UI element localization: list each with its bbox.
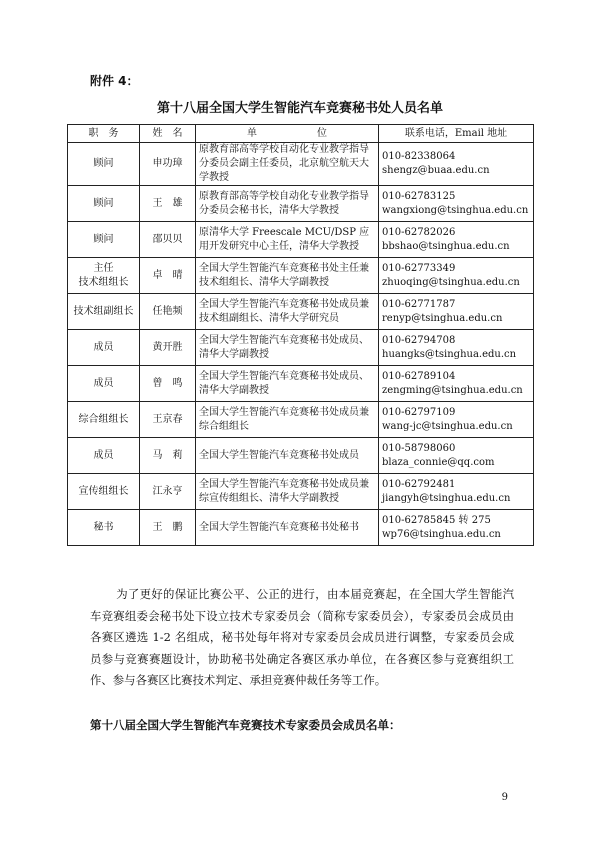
attachment-label: 附件 4： bbox=[90, 74, 139, 88]
name-cell: 王 雄 bbox=[140, 186, 196, 222]
name-cell: 黄开胜 bbox=[140, 330, 196, 366]
column-header-role: 职 务 bbox=[68, 125, 140, 143]
role-cell: 成员 bbox=[68, 330, 140, 366]
role-cell: 综合组组长 bbox=[68, 402, 140, 438]
role-cell: 宣传组组长 bbox=[68, 474, 140, 510]
table-row bbox=[68, 510, 534, 546]
phone-text: 010-62797109 bbox=[382, 406, 456, 418]
email-link[interactable]: huangks@tsinghua.edu.cn bbox=[382, 348, 517, 360]
unit-cell: 全国大学生智能汽车竞赛秘书处成员兼技术组副组长、清华大学研究员 bbox=[196, 294, 379, 330]
table-header-row bbox=[68, 125, 534, 143]
email-link[interactable]: zhuoqing@tsinghua.edu.cn bbox=[382, 276, 520, 288]
contact-cell bbox=[379, 330, 534, 366]
phone-text: 010-62783125 bbox=[382, 190, 456, 202]
email-link[interactable]: wang-jc@tsinghua.edu.cn bbox=[382, 420, 513, 432]
name-cell: 马 莉 bbox=[140, 438, 196, 474]
role-cell: 技术组副组长 bbox=[68, 294, 140, 330]
unit-cell: 全国大学生智能汽车竞赛秘书处成员兼综合组组长 bbox=[196, 402, 379, 438]
role-cell: 顾问 bbox=[68, 186, 140, 222]
phone-text: 010-62794708 bbox=[382, 334, 456, 346]
contact-cell bbox=[379, 143, 534, 186]
contact-cell bbox=[379, 510, 534, 546]
email-link[interactable]: bbshao@tsinghua.edu.cn bbox=[382, 240, 510, 252]
page-number: 9 bbox=[501, 792, 508, 803]
phone-text: 010-62792481 bbox=[382, 478, 456, 490]
name-cell: 任艳频 bbox=[140, 294, 196, 330]
contact-cell bbox=[379, 438, 534, 474]
table-row bbox=[68, 366, 534, 402]
unit-cell: 全国大学生智能汽车竞赛秘书处成员 bbox=[196, 438, 379, 474]
table-row bbox=[68, 402, 534, 438]
contact-cell bbox=[379, 402, 534, 438]
phone-text: 010-62782026 bbox=[382, 226, 456, 238]
name-cell: 申功璋 bbox=[140, 143, 196, 186]
unit-cell: 全国大学生智能汽车竞赛秘书处秘书 bbox=[196, 510, 379, 546]
table-row bbox=[68, 438, 534, 474]
unit-cell: 全国大学生智能汽车竞赛秘书处主任兼技术组组长、清华大学副教授 bbox=[196, 258, 379, 294]
table-row bbox=[68, 258, 534, 294]
secretariat-table bbox=[67, 124, 534, 546]
table-row bbox=[68, 294, 534, 330]
unit-cell: 原清华大学 Freescale MCU/DSP 应用开发研究中心主任，清华大学教授 bbox=[196, 222, 379, 258]
unit-cell: 全国大学生智能汽车竞赛秘书处成员、清华大学副教授 bbox=[196, 330, 379, 366]
role-cell: 成员 bbox=[68, 438, 140, 474]
page-title: 第十八届全国大学生智能汽车竞赛秘书处人员名单 bbox=[156, 101, 443, 116]
phone-text: 010-62771787 bbox=[382, 298, 456, 310]
name-cell: 邵贝贝 bbox=[140, 222, 196, 258]
unit-cell: 原教育部高等学校自动化专业教学指导分委员会秘书长，清华大学教授 bbox=[196, 186, 379, 222]
contact-cell bbox=[379, 222, 534, 258]
committee-paragraph: 为了更好的保证比赛公平、公正的进行，由本届竞赛起，在全国大学生智能汽车竞赛组委会秘书处下设立技术专家委员会（简称专家委员会），专家委员会成员由各赛区遴选 1-2 名组成，秘书处每年将对专家委员会成员进行调整，专家委员会成员参与竞赛赛题设计，协助秘书处确定各赛区承办单位，在各赛区参与竞赛组织工作、参与各赛区比赛技术判定、承担竞赛仲裁任务等工作。 bbox=[90, 587, 514, 687]
table-row bbox=[68, 330, 534, 366]
name-cell: 王京春 bbox=[140, 402, 196, 438]
unit-cell: 全国大学生智能汽车竞赛秘书处成员兼综宣传组组长、清华大学副教授 bbox=[196, 474, 379, 510]
role-cell: 主任 技术组组长 bbox=[68, 258, 140, 294]
phone-text: 010-62785845 转 275 bbox=[382, 514, 491, 526]
email-link[interactable]: zengming@tsinghua.edu.cn bbox=[382, 384, 523, 396]
phone-text: 010-82338064 bbox=[382, 151, 456, 162]
name-cell: 曾 鸣 bbox=[140, 366, 196, 402]
email-link[interactable]: wangxiong@tsinghua.edu.cn bbox=[382, 204, 529, 216]
email-link[interactable]: jiangyh@tsinghua.edu.cn bbox=[382, 492, 511, 504]
name-cell: 江永亨 bbox=[140, 474, 196, 510]
unit-cell: 全国大学生智能汽车竞赛秘书处成员、清华大学副教授 bbox=[196, 366, 379, 402]
table-row bbox=[68, 474, 534, 510]
phone-text: 010-62789104 bbox=[382, 370, 456, 382]
table-row bbox=[68, 143, 534, 186]
contact-cell bbox=[379, 366, 534, 402]
phone-text: 010-58798060 bbox=[382, 442, 456, 454]
contact-cell bbox=[379, 186, 534, 222]
email-link[interactable]: renyp@tsinghua.edu.cn bbox=[382, 312, 503, 324]
phone-text: 010-62773349 bbox=[382, 262, 456, 274]
column-header-name: 姓 名 bbox=[140, 125, 196, 143]
column-header-contact: 联系电话，Email 地址 bbox=[379, 125, 534, 143]
role-cell: 成员 bbox=[68, 366, 140, 402]
name-cell: 卓 晴 bbox=[140, 258, 196, 294]
role-cell: 顾问 bbox=[68, 143, 140, 186]
email-link[interactable]: blaza_connie@qq.com bbox=[382, 456, 495, 468]
email-link[interactable]: wp76@tsinghua.edu.cn bbox=[382, 528, 501, 540]
unit-cell: 原教育部高等学校自动化专业教学指导分委员会副主任委员，北京航空航天大学教授 bbox=[196, 143, 379, 186]
contact-cell bbox=[379, 474, 534, 510]
role-cell: 顾问 bbox=[68, 222, 140, 258]
contact-cell bbox=[379, 294, 534, 330]
table-row bbox=[68, 186, 534, 222]
committee-list-title: 第十八届全国大学生智能汽车竞赛技术专家委员会成员名单： bbox=[90, 718, 401, 732]
name-cell: 王 鹏 bbox=[140, 510, 196, 546]
column-header-unit: 单 位 bbox=[196, 125, 379, 143]
table-row bbox=[68, 222, 534, 258]
contact-cell bbox=[379, 258, 534, 294]
email-link[interactable]: shengz@buaa.edu.cn bbox=[382, 165, 490, 176]
role-cell: 秘书 bbox=[68, 510, 140, 546]
